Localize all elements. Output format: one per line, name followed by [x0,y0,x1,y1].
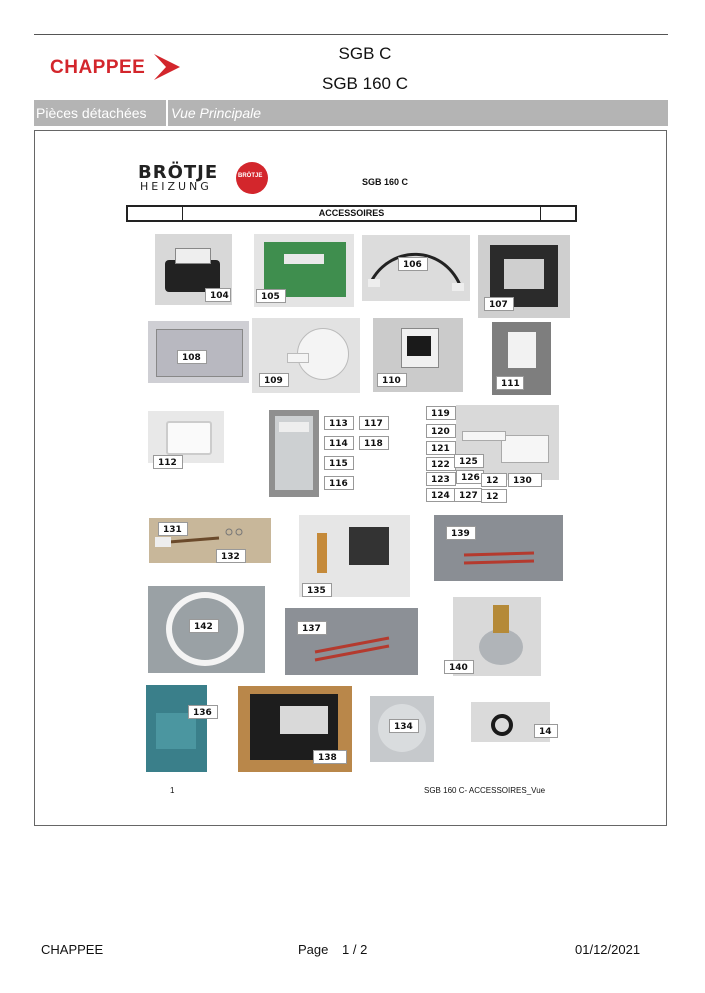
brand-name: CHAPPEE [50,57,146,78]
section-bar-right: Vue Principale [171,105,262,121]
footer-date: 01/12/2021 [575,942,641,957]
brotje-badge-text: BRÖTJE [238,173,263,179]
sheet-reference: SGB 160 C- ACCESSOIRES_Vue [424,786,546,795]
part-label: 107 [484,297,514,311]
part-label: 110 [377,373,407,387]
brotje-wordmark: BRÖTJE [138,162,219,183]
part-label: 122 [426,457,456,471]
footer-page-label: Page [298,942,329,957]
brotje-badge-icon [236,162,268,194]
category-bar [126,205,577,222]
part-label: 127 [454,488,482,502]
part-label: 108 [177,350,207,364]
part-label: 123 [426,472,456,486]
part-label: 142 [189,619,219,633]
page-title-line2: SGB 160 C [322,74,408,93]
part-label: 12 [481,489,507,503]
part-label: 112 [153,455,183,469]
category-bar-right-cell [540,207,575,220]
section-bar-left: Pièces détachées [36,105,147,121]
part-label: 136 [188,705,218,719]
part-label: 14 [534,724,558,738]
top-rule [34,34,668,35]
part-label: 111 [496,376,524,390]
brotje-logo [138,162,273,194]
part-label: 132 [216,549,246,563]
chappee-logo [50,52,190,82]
part-label: 119 [426,406,456,420]
footer-page [298,942,367,957]
part-label: 113 [324,416,354,430]
part-label: 118 [359,436,389,450]
part-label: 134 [389,719,419,733]
part-label: 137 [297,621,327,635]
chevron-logo-icon [152,52,184,82]
part-label: 106 [398,257,428,271]
sheet-page-number: 1 [170,786,175,795]
part-label: 125 [454,454,484,468]
part-label: 114 [324,436,354,450]
footer-brand: CHAPPEE [41,942,104,957]
category-title: ACCESSOIRES [318,208,385,218]
footer-page-value: 1 / 2 [342,942,368,957]
page-title-line1: SGB C [338,44,392,63]
part-label: 105 [256,289,286,303]
part-photo-139 [434,515,563,581]
part-label: 115 [324,456,354,470]
part-label: 109 [259,373,289,387]
part-label: 131 [158,522,188,536]
heizung-wordmark: HEIZUNG [140,180,212,193]
part-label: 126 [456,470,484,484]
sheet-title: SGB 160 C [361,177,409,187]
part-label: 130 [508,473,542,487]
part-label: 104 [205,288,231,302]
part-photo-136 [146,685,207,772]
part-label: 120 [426,424,456,438]
part-label: 12 [481,473,507,487]
section-bar-divider [166,100,168,126]
part-label: 116 [324,476,354,490]
part-label: 140 [444,660,474,674]
part-photo-113 [269,410,319,497]
part-label: 117 [359,416,389,430]
part-label: 139 [446,526,476,540]
part-photo-137 [285,608,418,675]
part-label: 124 [426,488,456,502]
part-label: 138 [313,750,347,764]
part-label: 121 [426,441,456,455]
part-label: 135 [302,583,332,597]
